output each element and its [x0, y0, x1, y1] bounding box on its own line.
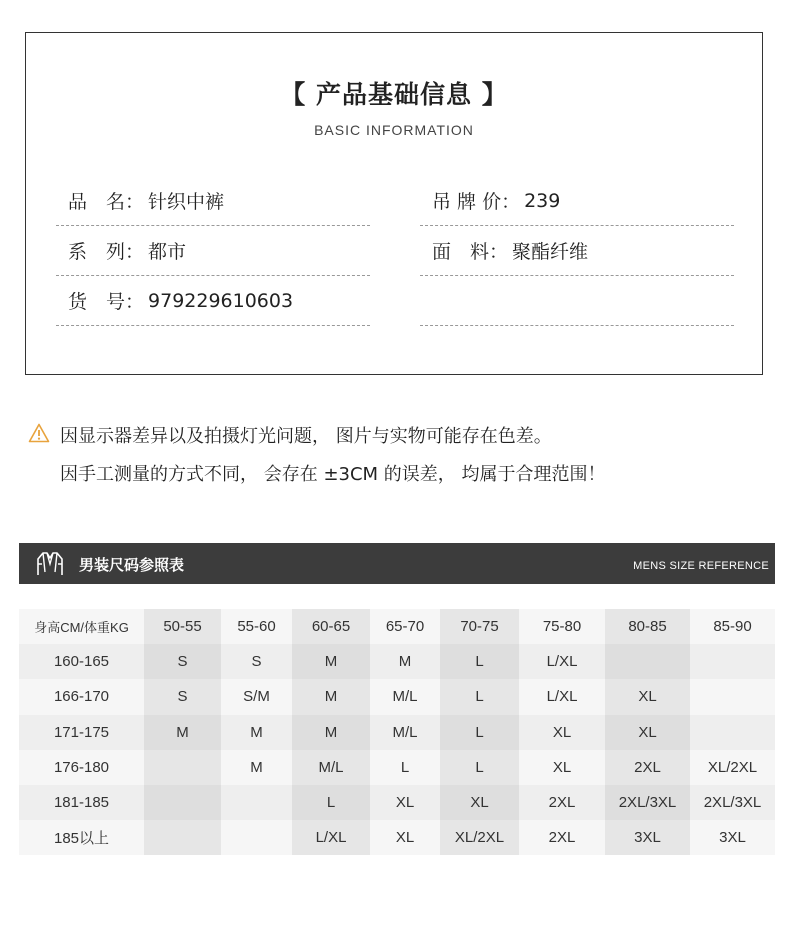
size-cell: S: [144, 644, 221, 679]
warning-triangle-icon: [28, 423, 50, 443]
weight-header-cell: 55-60: [221, 609, 292, 644]
weight-header-cell: 80-85: [605, 609, 690, 644]
info-row-name: [56, 176, 370, 226]
size-cell: XL: [519, 750, 605, 785]
size-cell: M: [221, 750, 292, 785]
size-cell: L/XL: [519, 644, 605, 679]
table-row: [19, 715, 775, 750]
height-cell: 176-180: [19, 750, 144, 785]
size-cell: L: [370, 750, 440, 785]
size-cell: L: [292, 785, 370, 820]
size-cell: XL: [605, 679, 690, 714]
size-cell: XL: [370, 820, 440, 855]
size-cell: L: [440, 679, 519, 714]
info-label: 吊 牌 价：: [432, 191, 521, 213]
height-cell: 171-175: [19, 715, 144, 750]
product-info-card: [25, 32, 763, 375]
size-cell: [221, 820, 292, 855]
size-cell: S: [144, 679, 221, 714]
table-row: [19, 820, 775, 855]
info-title: 【 产品基础信息 】: [280, 80, 508, 109]
height-cell: 181-185: [19, 785, 144, 820]
info-label: 品 名：: [68, 191, 145, 213]
weight-header-cell: 75-80: [519, 609, 605, 644]
info-row-price: [420, 176, 734, 226]
size-cell: XL: [605, 715, 690, 750]
size-cell: L: [440, 750, 519, 785]
size-cell: XL/2XL: [690, 750, 775, 785]
size-cell: [690, 644, 775, 679]
size-cell: M: [221, 715, 292, 750]
size-cell: [605, 644, 690, 679]
size-cell: 2XL: [519, 785, 605, 820]
size-cell: [690, 679, 775, 714]
size-cell: M: [292, 715, 370, 750]
table-row: [19, 750, 775, 785]
info-row-empty: [420, 276, 734, 326]
size-cell: XL: [370, 785, 440, 820]
size-cell: M: [292, 679, 370, 714]
size-cell: 2XL/3XL: [690, 785, 775, 820]
info-value: 聚酯纤维: [512, 241, 589, 263]
size-cell: 2XL: [519, 820, 605, 855]
table-row: [19, 785, 775, 820]
weight-header-cell: 70-75: [440, 609, 519, 644]
size-cell: 2XL: [605, 750, 690, 785]
info-label: 货 号：: [68, 291, 145, 313]
size-cell: [144, 750, 221, 785]
info-value: 都市: [148, 241, 187, 263]
size-chart-title: 男装尺码参照表: [79, 556, 185, 574]
size-cell: [144, 785, 221, 820]
height-cell: 185以上: [19, 820, 144, 855]
table-row: [19, 679, 775, 714]
weight-header-cell: 50-55: [144, 609, 221, 644]
size-cell: 2XL/3XL: [605, 785, 690, 820]
info-value: 239: [524, 189, 561, 212]
size-cell: [144, 820, 221, 855]
size-cell: 3XL: [605, 820, 690, 855]
table-row: [19, 644, 775, 679]
size-chart-header: [19, 543, 775, 584]
height-cell: 160-165: [19, 644, 144, 679]
info-value: 针织中裤: [148, 191, 225, 213]
weight-header-cell: 85-90: [690, 609, 775, 644]
info-value: 979229610603: [148, 289, 294, 312]
size-cell: L/XL: [519, 679, 605, 714]
size-cell: XL/2XL: [440, 820, 519, 855]
size-cell: L/XL: [292, 820, 370, 855]
size-cell: M: [144, 715, 221, 750]
garment-logo-icon: [35, 550, 65, 577]
size-cell: XL: [440, 785, 519, 820]
height-cell: 166-170: [19, 679, 144, 714]
size-cell: S: [221, 644, 292, 679]
size-cell: XL: [519, 715, 605, 750]
size-cell: S/M: [221, 679, 292, 714]
size-cell: M/L: [292, 750, 370, 785]
size-table-body: [19, 609, 775, 855]
info-label: 系 列：: [68, 241, 145, 263]
size-cell: L: [440, 644, 519, 679]
notice-line-1: 因显示器差异以及拍摄灯光问题， 图片与实物可能存在色差。: [60, 426, 552, 447]
weight-header-cell: 60-65: [292, 609, 370, 644]
size-table: [19, 609, 775, 855]
size-chart-reference: MENS SIZE REFERENCE: [633, 560, 769, 572]
size-cell: M: [292, 644, 370, 679]
weight-header-cell: 65-70: [370, 609, 440, 644]
size-cell: [221, 785, 292, 820]
notice-line-2: 因手工测量的方式不同， 会存在 ±3CM 的误差， 均属于合理范围！: [60, 464, 606, 485]
size-cell: M/L: [370, 679, 440, 714]
header-label-cell: 身高CM/体重KG: [19, 609, 144, 644]
info-row-sku: [56, 276, 370, 326]
size-cell: M/L: [370, 715, 440, 750]
info-label: 面 料：: [432, 241, 509, 263]
info-row-fabric: [420, 226, 734, 276]
size-table-header-row: [19, 609, 775, 644]
size-cell: L: [440, 715, 519, 750]
size-cell: [690, 715, 775, 750]
size-cell: 3XL: [690, 820, 775, 855]
info-row-series: [56, 226, 370, 276]
info-subtitle: BASIC INFORMATION: [314, 122, 474, 138]
size-cell: M: [370, 644, 440, 679]
